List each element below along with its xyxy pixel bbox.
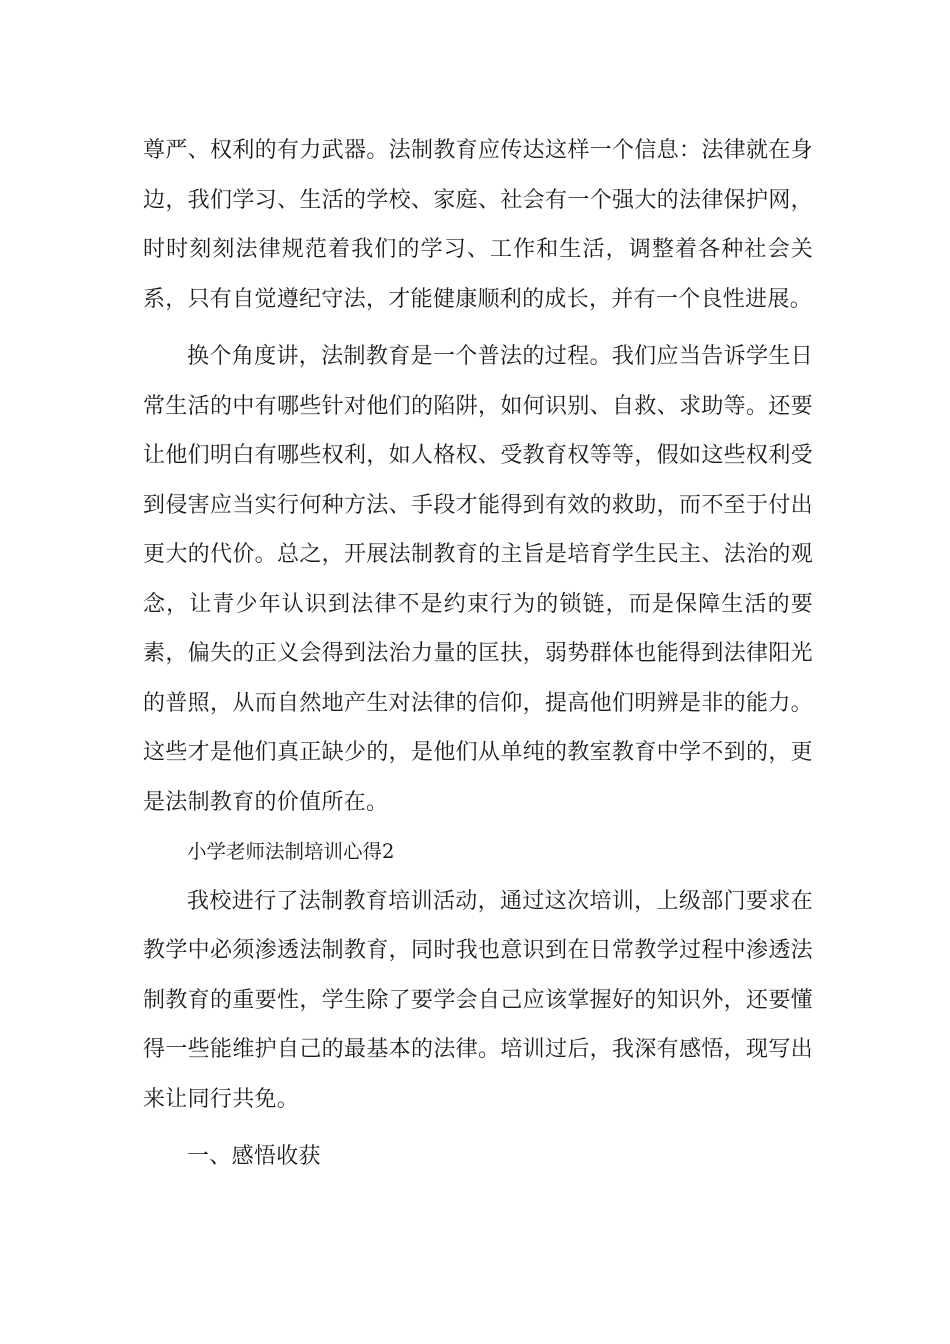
paragraph-law-education: 换个角度讲，法制教育是一个普法的过程。我们应当告诉学生日常生活的中有哪些针对他们的陷阱，如何识别、自救、求助等。还要让他们明白有哪些权利，如人格权、受教育权等等，假如这些权利受到侵害应当实行何种方法、手段才能得到有效的救助，而不至于付出更大的代价。总之，开展法制教育的主旨是培育学生民主、法治的观念，让青少年认识到法律不是约束行为的锁链，而是保障生活的要素，偏失的正义会得到法治力量的匡扶，弱势群体也能得到法律阳光的普照，从而自然地产生对法律的信仰，提高他们明辨是非的能力。这些才是他们真正缺少的，是他们从单纯的教室教育中学不到的，更是法制教育的价值所在。 [143,344,813,815]
section-title: 小学老师法制培训心得2 [187,840,395,863]
subsection-heading: 一、感悟收获 [187,1144,321,1169]
paragraph-continued: 尊严、权利的有力武器。法制教育应传达这样一个信息：法律就在身边，我们学习、生活的学校、家庭、社会有一个强大的法律保护网，时时刻刻法律规范着我们的学习、工作和生活，调整着各种社会关系，只有自觉遵纪守法，才能健康顺利的成长，并有一个良性进展。 [143,138,813,312]
document-page [143,126,813,1182]
paragraph-training: 我校进行了法制教育培训活动，通过这次培训，上级部门要求在教学中必须渗透法制教育，同时我也意识到在日常教学过程中渗透法制教育的重要性，学生除了要学会自己应该掌握好的知识外，还要懂得一些能维护自己的最基本的法律。培训过后，我深有感悟，现写出来让同行共免。 [143,888,813,1112]
